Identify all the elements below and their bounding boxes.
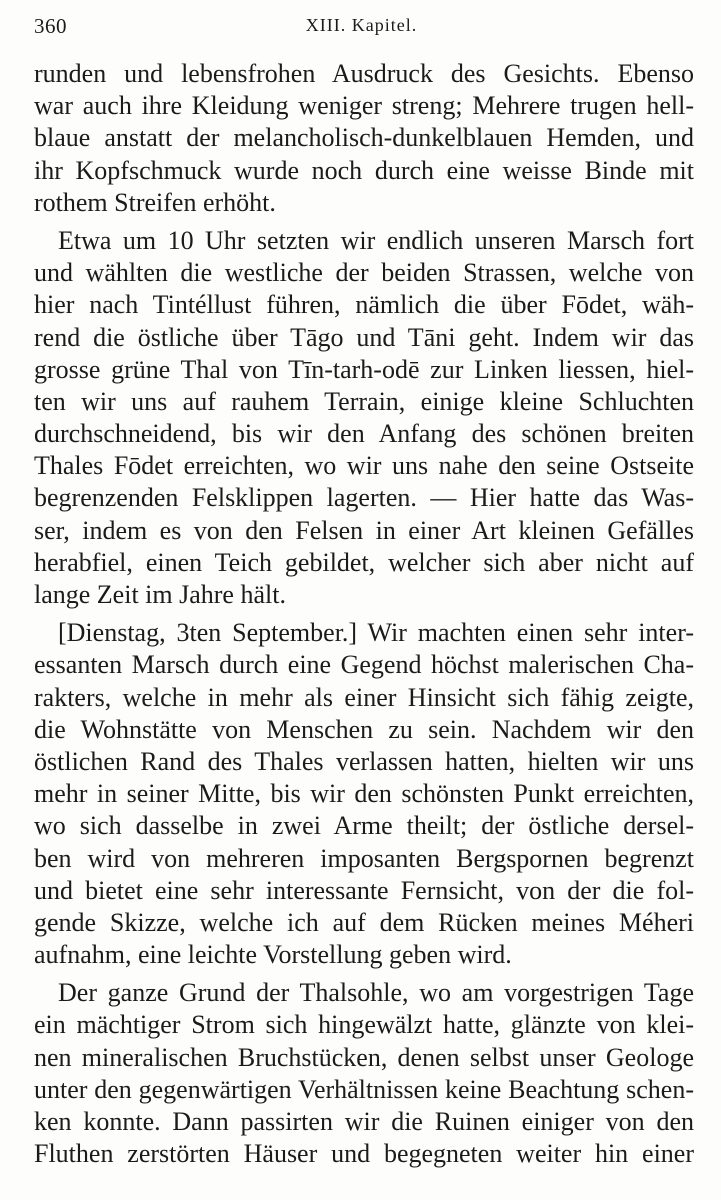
text-line: grosse grüne Thal von Tīn-tarh-odē zur Linken liessen, hiel-: [34, 354, 694, 384]
chapter-heading: XIII. Kapitel.: [305, 15, 418, 35]
text-line: nen mineralischen Bruchstücken, denen selbst unser Geologe: [34, 1042, 694, 1072]
paragraph: [34, 617, 694, 971]
text-line: durchschneidend, bis wir den Anfang des schönen breiten: [34, 419, 694, 449]
text-line: gende Skizze, welche ich auf dem Rücken meines Méheri: [34, 907, 694, 937]
paragraph: [34, 225, 694, 611]
text-line: wo sich dasselbe in zwei Arme theilt; der östliche dersel-: [34, 811, 694, 841]
text-line: war auch ihre Kleidung weniger streng; Mehrere trugen hell-: [34, 91, 694, 121]
text-line: [Dienstag, 3ten September.] Wir machten einen sehr inter-: [58, 618, 694, 648]
text-line: Fluthen zerstörten Häuser und begegneten weiter hin einer: [34, 1139, 694, 1169]
text-line: und bietet eine sehr interessante Fernsicht, von der die fol-: [34, 875, 694, 905]
body-text: [34, 58, 694, 1170]
text-line: ken konnte. Dann passirten wir die Ruinen einiger von den: [34, 1107, 694, 1136]
text-line: rakters, welche in mehr als einer Hinsicht sich fähig zeigte,: [34, 682, 694, 712]
text-line: essanten Marsch durch eine Gegend höchst malerischen Cha-: [34, 650, 694, 680]
text-line: ben wird von mehreren imposanten Bergspornen begrenzt: [34, 843, 694, 873]
text-line: runden und lebensfrohen Ausdruck des Gesichts. Ebenso: [34, 59, 694, 88]
text-line: östlichen Rand des Thales verlassen hatten, hielten wir uns: [34, 746, 694, 776]
text-line: ser, indem es von den Felsen in einer Art kleinen Gefälles: [34, 515, 694, 545]
text-line: rend die östliche über Tāgo und Tāni geht. Indem wir das: [34, 322, 694, 352]
text-line: hier nach Tintéllust führen, nämlich die über Fōdet, wäh-: [34, 290, 694, 320]
text-line: begrenzenden Felsklippen lagerten. — Hier hatte das Was-: [34, 483, 694, 513]
text-line: ein mächtiger Strom sich hingewälzt hatte, glänzte von klei-: [34, 1010, 694, 1040]
text-line: rothem Streifen erhöht.: [34, 187, 276, 217]
text-line: Thales Fōdet erreichten, wo wir uns nahe den seine Ostseite: [34, 451, 694, 481]
text-line: blaue anstatt der melancholisch-dunkelblauen Hemden, und: [34, 123, 694, 153]
text-line: lange Zeit im Jahre hält.: [34, 580, 286, 609]
text-line: herabfiel, einen Teich gebildet, welcher sich aber nicht auf: [34, 547, 694, 577]
page-header: [34, 14, 689, 44]
page-number: 360: [34, 14, 67, 38]
text-line: und wählten die westliche der beiden Strassen, welche von: [34, 258, 694, 288]
text-line: Der ganze Grund der Thalsohle, wo am vorgestrigen Tage: [58, 978, 694, 1008]
paragraph: [34, 58, 694, 219]
text-line: ihr Kopfschmuck wurde noch durch eine weisse Binde mit: [34, 155, 694, 185]
paragraph: [34, 977, 694, 1170]
text-line: die Wohnstätte von Menschen zu sein. Nachdem wir den: [34, 714, 694, 744]
text-line: ten wir uns auf rauhem Terrain, einige kleine Schluchten: [34, 386, 694, 416]
text-line: unter den gegenwärtigen Verhältnissen keine Beachtung schen-: [34, 1074, 694, 1104]
text-line: mehr in seiner Mitte, bis wir den schönsten Punkt erreichten,: [34, 779, 694, 809]
text-line: Etwa um 10 Uhr setzten wir endlich unseren Marsch fort: [58, 225, 694, 255]
text-line: aufnahm, eine leichte Vorstellung geben wird.: [34, 940, 512, 970]
